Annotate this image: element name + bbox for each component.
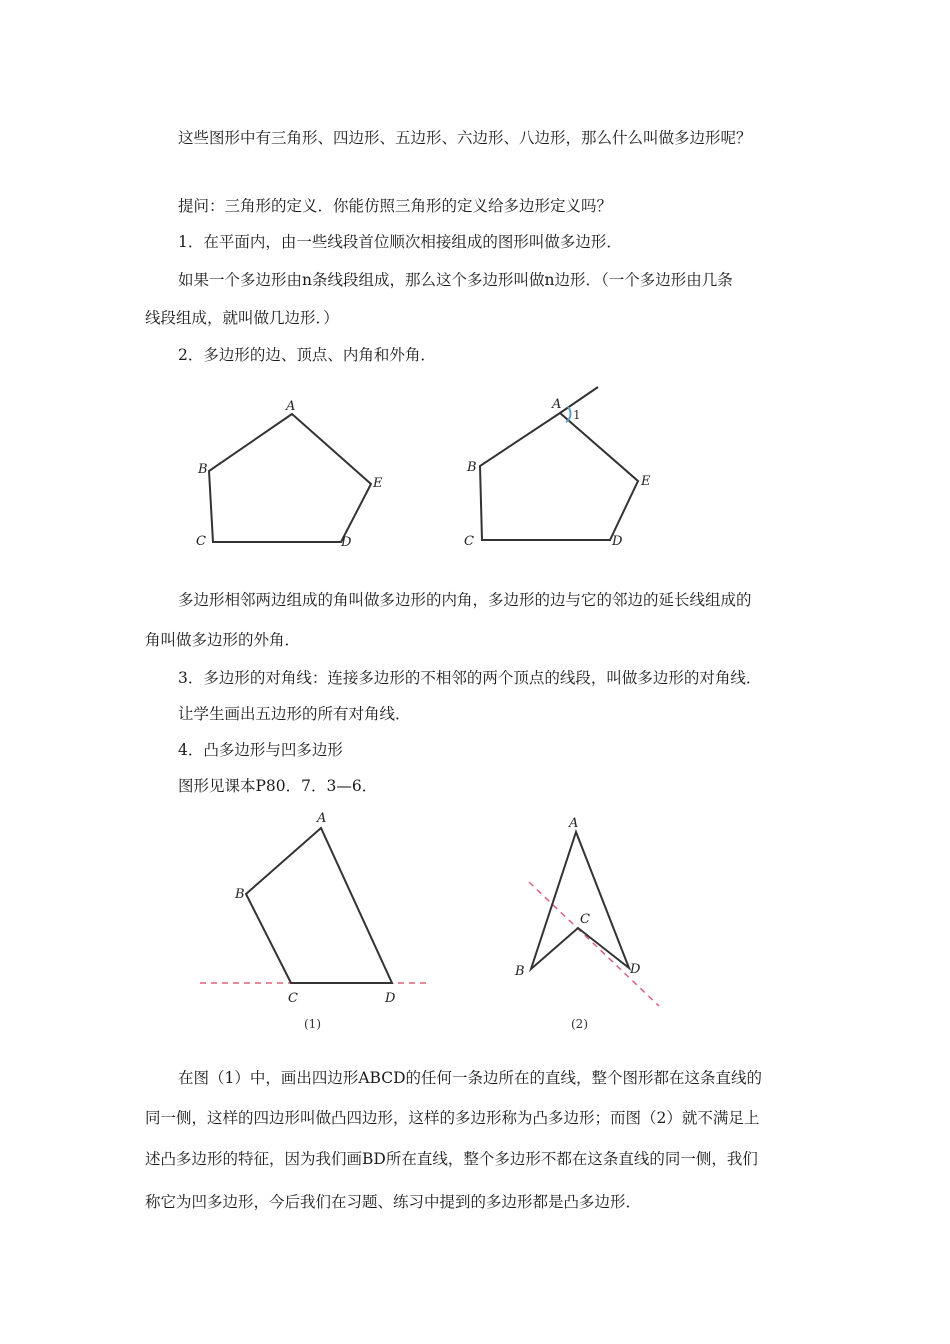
- paragraph-explanation-2: 同一侧，这样的四边形叫做凸四边形，这样的多边形称为凸多边形；而图（2）就不满足上: [145, 1109, 760, 1127]
- paragraph-angles-1: 多边形相邻两边组成的角叫做多边形的内角，多边形的边与它的邻边的延长线组成的: [178, 591, 752, 609]
- label-a: A: [569, 816, 579, 831]
- label-a: A: [317, 811, 327, 826]
- label-b: B: [515, 964, 525, 979]
- convex-quadrilateral-figure: [195, 805, 435, 1040]
- paragraph-definition: 1．在平面内，由一些线段首位顺次相接组成的图形叫做多边形．: [178, 233, 622, 251]
- label-d: D: [385, 991, 396, 1006]
- paragraph-prompt: 提问：三角形的定义．你能仿照三角形的定义给多边形定义吗？: [178, 197, 613, 215]
- concave-quadrilateral-figure: [505, 810, 675, 1035]
- paragraph-textbook-ref: 图形见课本P80．7．3—6．: [178, 777, 378, 795]
- paragraph-question: 这些图形中有三角形、四边形、五边形、六边形、八边形，那么什么叫做多边形呢？: [178, 129, 752, 147]
- paragraph-explanation-3: 述凸多边形的特征，因为我们画BD所在直线，整个多边形不都在这条直线的同一侧，我们: [145, 1150, 758, 1168]
- paragraph-n-gon-2: 线段组成，就叫做几边形．）: [145, 309, 339, 327]
- label-c: C: [288, 991, 298, 1006]
- label-c: C: [196, 534, 206, 549]
- label-a: A: [552, 397, 562, 412]
- paragraph-diagonal: 3．多边形的对角线：连接多边形的不相邻的两个顶点的线段，叫做多边形的对角线．: [178, 669, 762, 687]
- pentagon-shape-2: [480, 413, 638, 540]
- label-b: B: [467, 460, 477, 475]
- paragraph-explanation-4: 称它为凹多边形，今后我们在习题、练习中提到的多边形都是凸多边形．: [145, 1193, 642, 1211]
- label-c: C: [580, 912, 590, 927]
- label-e: E: [373, 476, 383, 491]
- label-b: B: [198, 462, 208, 477]
- paragraph-explanation-1: 在图（1）中，画出四边形ABCD的任何一条边所在的直线，整个图形都在这条直线的: [178, 1069, 763, 1087]
- paragraph-n-gon-1: 如果一个多边形由n条线段组成，那么这个多边形叫做n边形．（一个多边形由几条: [178, 271, 733, 289]
- paragraph-task: 让学生画出五边形的所有对角线．: [178, 705, 411, 723]
- label-a: A: [286, 399, 296, 414]
- pentagon-figure-2: [455, 385, 665, 555]
- caption-1: (1): [304, 1017, 321, 1031]
- paragraph-elements: 2．多边形的边、顶点、内角和外角．: [178, 346, 436, 364]
- pentagon-shape-1: [209, 414, 371, 542]
- quadrilateral-shape: [246, 828, 392, 983]
- paragraph-angles-2: 角叫做多边形的外角．: [145, 631, 301, 649]
- label-b: B: [235, 887, 245, 902]
- label-e: E: [641, 474, 651, 489]
- label-d: D: [341, 535, 352, 550]
- pentagon-figure-1: [190, 395, 390, 555]
- label-c: C: [464, 534, 474, 549]
- concave-shape: [531, 832, 629, 969]
- angle-label-1: 1: [573, 408, 581, 422]
- label-d: D: [630, 962, 641, 977]
- paragraph-convex-heading: 4．凸多边形与凹多边形: [178, 741, 343, 759]
- caption-2: (2): [571, 1017, 588, 1031]
- dashed-line-bd: [529, 882, 659, 1006]
- label-d: D: [612, 534, 623, 549]
